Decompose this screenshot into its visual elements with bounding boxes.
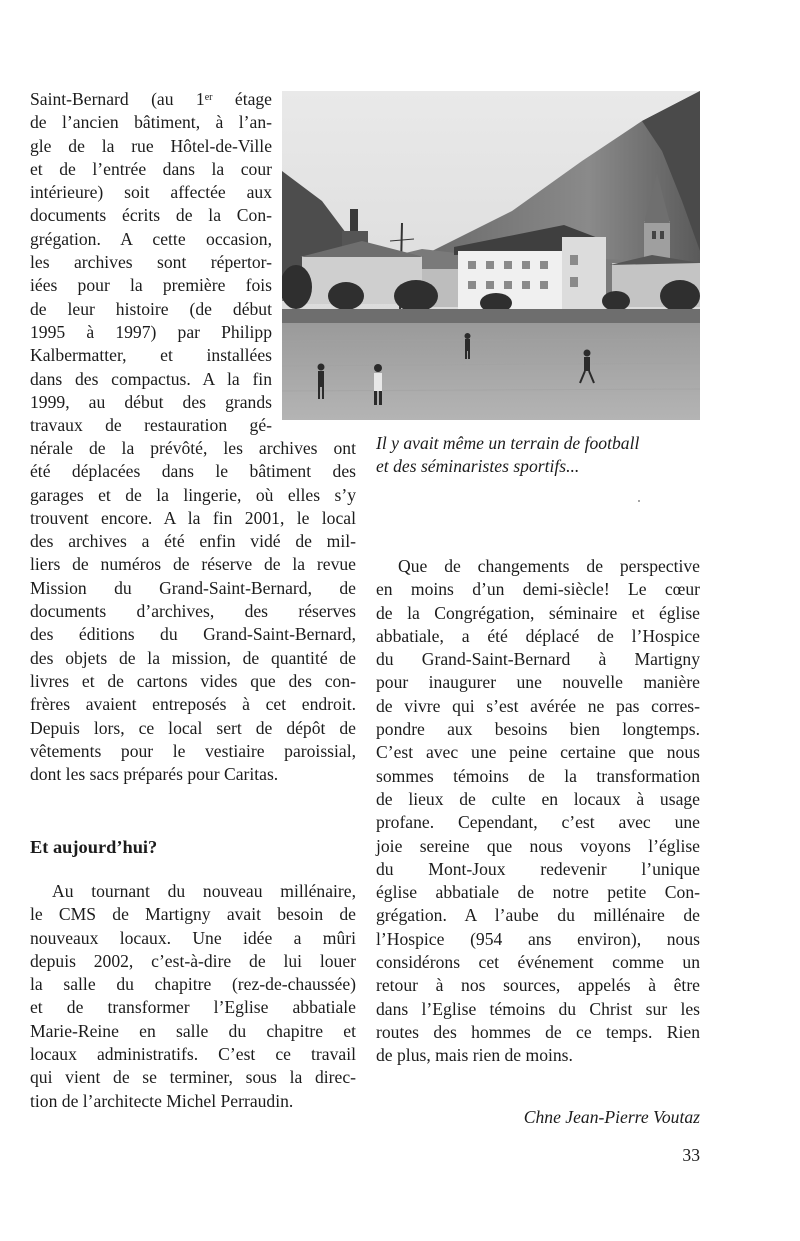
text-line: documents écrits de la Con- (30, 205, 272, 226)
text-line: depuis 2002, c’est-à-dire de lui louer (30, 950, 356, 971)
historical-photo (282, 91, 700, 420)
text-line: des éditions du Grand-Saint-Bernard, (30, 624, 356, 645)
caption-line: Il y avait même un terrain de football (376, 433, 640, 453)
text-line: locaux administratifs. C’est ce travail (30, 1044, 356, 1065)
left-column-body (30, 437, 356, 786)
text-line: sommes témoins de la transformation (376, 765, 700, 786)
text-line: dans des compactus. A la fin (30, 368, 272, 389)
text-line: du Mont-Joux redevenir l’unique (376, 858, 700, 879)
text-line: l’Hospice (954 ans environ), nous (376, 928, 700, 949)
text-line: église abbatiale de notre petite Con- (376, 882, 700, 903)
text-line: et de transformer l’Eglise abbatiale (30, 997, 356, 1018)
left-column-top (30, 88, 272, 437)
text-line: 1995 à 1997) par Philipp (30, 321, 272, 342)
right-column-body (376, 555, 700, 1068)
author-signature: Chne Jean-Pierre Voutaz (523, 1107, 700, 1127)
photo-illustration (282, 91, 700, 420)
text-line: de plus, mais rien de moins. (376, 1045, 573, 1066)
text-line: dont les sacs préparés pour Caritas. (30, 764, 279, 785)
text-line: intérieure) soit affectée aux (30, 182, 272, 203)
text-line: routes des hommes de ce temps. Rien (376, 1021, 700, 1042)
text-line: et de l’entrée dans la cour (30, 158, 272, 179)
text-line: Kalbermatter, et installées (30, 345, 272, 366)
text-line: retour à nos sources, appelés à être (376, 975, 700, 996)
text-line: livres et de cartons vides que des con- (30, 670, 356, 691)
text-line: Marie-Reine en salle du chapitre et (30, 1020, 356, 1041)
text-line: de leur histoire (de début (30, 298, 272, 319)
text-line: pour inaugurer une nouvelle manière (376, 672, 700, 693)
text-line: iées pour la première fois (30, 275, 272, 296)
text-line: dans l’Eglise témoins du Christ sur les (376, 998, 700, 1019)
text-line: nouveaux locaux. Une idée a mûri (30, 927, 356, 948)
caption-line: et des séminaristes sportifs... (376, 456, 580, 477)
page-number: 33 (682, 1145, 700, 1165)
text-line: tion de l’architecte Michel Perraudin. (30, 1090, 294, 1111)
text-line: qui vient de se terminer, sous la direc- (30, 1067, 356, 1088)
text-line: grégation. A l’aube du millénaire de (376, 905, 700, 926)
text-line: de l’ancien bâtiment, à l’an- (30, 112, 272, 133)
text-line: Mission du Grand-Saint-Bernard, de (30, 577, 356, 598)
speck-mark (638, 500, 640, 502)
text-line: C’est avec une peine certaine que nous (376, 742, 700, 763)
text-line: garages et de la lingerie, où elles s’y (30, 484, 356, 505)
text-line: gle de la rue Hôtel-de-Ville (30, 135, 272, 156)
text-line: des archives a été enfin vidé de mil- (30, 531, 356, 552)
text-line: de la Congrégation, séminaire et église (376, 602, 700, 623)
superscript: er (204, 92, 213, 103)
text-line: de vivre qui s’est avérée ne pas corres- (376, 695, 700, 716)
text-line: trouvent encore. A la fin 2001, le local (30, 507, 356, 528)
text-line: joie sereine que nous voyons l’église (376, 835, 700, 856)
text-line: travaux de restauration gé- (30, 415, 272, 436)
text-line: Au tournant du nouveau millénaire, (52, 881, 356, 901)
left-column-section (30, 880, 356, 1113)
photo-caption (376, 432, 700, 479)
text-line: grégation. A cette occasion, (30, 228, 272, 249)
text-line: la salle du chapitre (rez-de-chaussée) (30, 974, 356, 995)
text-line: considérons cet événement comme un (376, 952, 700, 973)
text-line: Depuis lors, ce local sert de dépôt de (30, 717, 356, 738)
text-line: du Grand-Saint-Bernard à Martigny (376, 649, 700, 670)
text-line: 1999, au début des grands (30, 391, 272, 412)
text-line: nérale de la prévôté, les archives ont (30, 438, 356, 458)
text-line: abbatiale, a été déplacé de l’Hospice (376, 625, 700, 646)
text-line: documents d’archives, des réserves (30, 601, 356, 622)
text-line: liers de numéros de réserve de la revue (30, 554, 356, 575)
text-line: profane. Cependant, c’est avec une (376, 812, 700, 833)
text-line: Que de changements de perspective (398, 556, 700, 576)
text-line: été déplacées dans le bâtiment des (30, 461, 356, 482)
text-line: pondre aux besoins bien longtemps. (376, 719, 700, 740)
text-line: de lieux de culte en locaux à usage (376, 788, 700, 809)
text-line: le CMS de Martigny avait besoin de (30, 904, 356, 925)
section-heading: Et aujourd’hui? (30, 837, 158, 857)
text-line: des objets de la mission, de quantité de (30, 647, 356, 668)
text-line: Saint-Bernard (au 1er étage (30, 89, 272, 109)
text-line: vêtements pour le vestiaire paroissial, (30, 740, 356, 761)
text-line: frères avaient entreposés à cet endroit. (30, 694, 356, 715)
text-line: en moins d’un demi-siècle! Le cœur (376, 579, 700, 600)
text-line: les archives sont répertor- (30, 252, 272, 273)
